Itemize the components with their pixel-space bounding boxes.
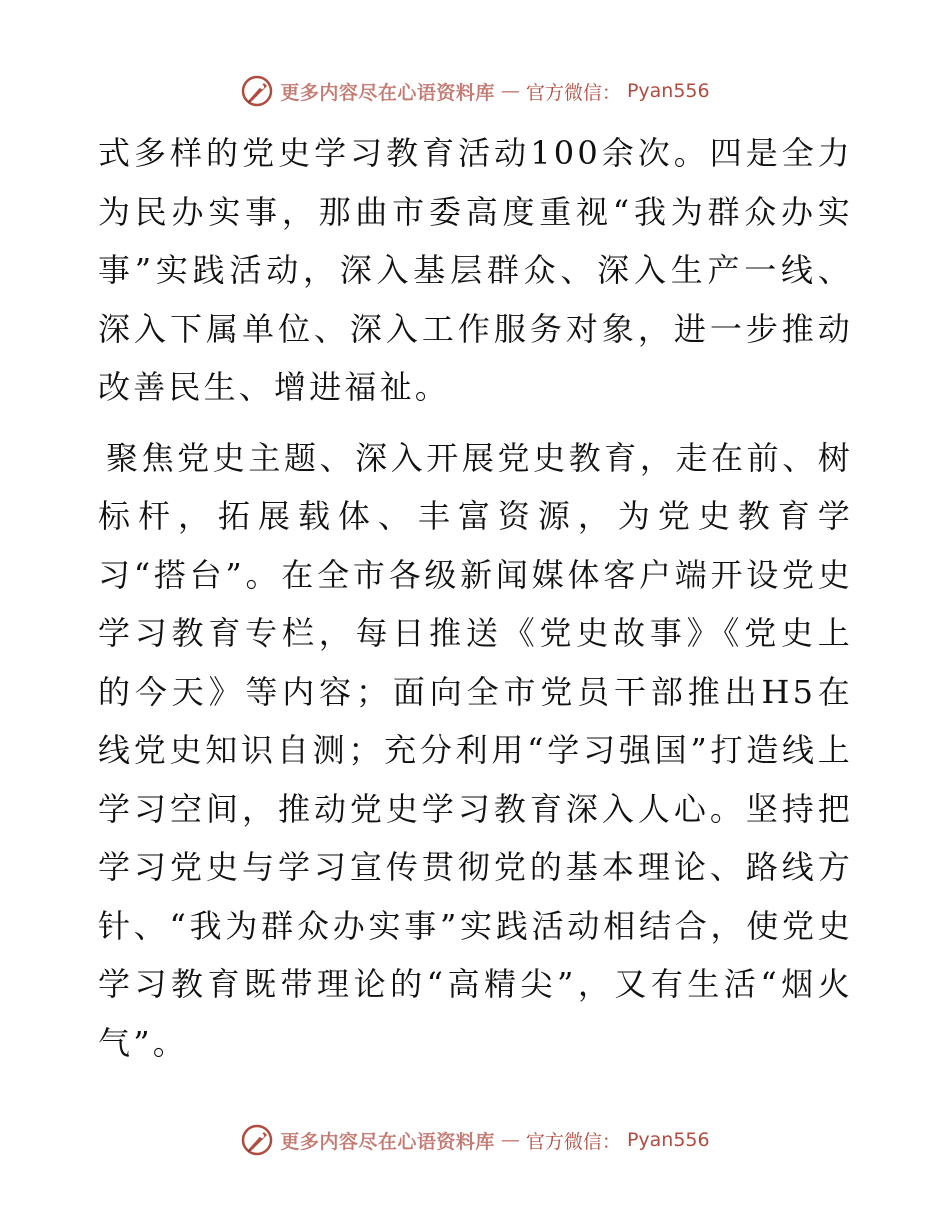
paragraph-2: 聚焦党史主题、深入开展党史教育，走在前、树标杆，拓展载体、丰富资源，为党史教育学习“搭台”。在全市各级新闻媒体客户端开设党史学习教育专栏，每日推送《党史故事》《党史上的今天》等内容；面向全市党员干部推出H5在线党史知识自测；充分利用“学习强国”打造线上学习空间，推动党史学习教育深入人心。坚持把学习党史与学习宣传贯彻党的基本理论、路线方针、“我为群众办实事”实践活动相结合，使党史学习教育既带理论的“高精尖”，又有生活“烟火气”。 (98, 438, 853, 1062)
header-watermark (0, 71, 950, 111)
watermark-wechat-label: 官方微信： (525, 81, 621, 104)
paragraph-1: 式多样的党史学习教育活动100余次。四是全力为民办实事，那曲市委高度重视“我为群众办实事”实践活动，深入基层群众、深入生产一线、深入下属单位、深入工作服务对象，进一步推动改善民生、增进福祉。 (98, 134, 853, 406)
watermark-text: 更多内容尽在心语资料库 (280, 1130, 495, 1153)
document-body (98, 124, 853, 1072)
watermark-text: 更多内容尽在心语资料库 (280, 81, 495, 104)
watermark-wechat-id: Pyan556 (626, 80, 710, 102)
watermark-separator: — (500, 1129, 520, 1151)
watermark-separator: — (500, 80, 520, 102)
watermark-wechat-label: 官方微信： (525, 1130, 621, 1153)
footer-watermark (0, 1120, 950, 1160)
watermark-wechat-id: Pyan556 (626, 1129, 710, 1151)
quill-pen-logo-icon (240, 74, 274, 108)
quill-pen-logo-icon (240, 1123, 274, 1157)
